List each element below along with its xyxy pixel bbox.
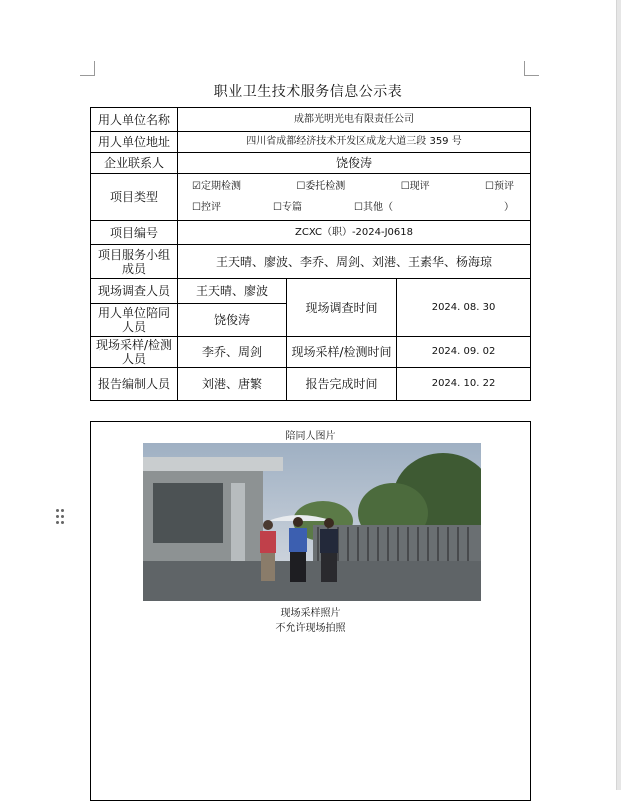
checkbox-commissioned-test[interactable]: ☐委托检测 <box>296 180 346 192</box>
type-options <box>178 174 531 221</box>
escort-label: 用人单位陪同人员 <box>91 304 178 337</box>
checkbox-control-eval[interactable]: ☐控评 <box>192 201 221 213</box>
address-label: 用人单位地址 <box>91 132 178 153</box>
checkbox-pre-eval[interactable]: ☐预评 <box>485 180 514 192</box>
drag-handle-icon[interactable] <box>56 509 66 529</box>
report-time-value: 2024. 10. 22 <box>397 368 531 401</box>
survey-time-value: 2024. 08. 30 <box>397 279 531 337</box>
contact-value: 饶俊涛 <box>178 153 531 174</box>
other-close-paren: ） <box>504 201 515 213</box>
type-label: 项目类型 <box>91 174 178 221</box>
sampling-staff-label: 现场采样/检测人员 <box>91 337 178 368</box>
contact-label: 企业联系人 <box>91 153 178 174</box>
escort-photo-caption: 陪同人图片 <box>285 431 336 442</box>
crop-mark-top-left <box>80 61 95 76</box>
checkbox-periodic-test[interactable]: ☑定期检测 <box>192 180 241 192</box>
report-staff-label: 报告编制人员 <box>91 368 178 401</box>
code-label: 项目编号 <box>91 221 178 245</box>
sampling-staff-value: 李乔、周剑 <box>178 337 287 368</box>
checkbox-status-eval[interactable]: ☐现评 <box>400 180 430 192</box>
checkbox-special-chapter[interactable]: ☐专篇 <box>273 201 302 213</box>
employer-value: 成都光明光电有限责任公司 <box>178 108 531 132</box>
info-table <box>90 107 531 401</box>
checkbox-other[interactable]: ☐其他（ <box>354 201 393 213</box>
team-value: 王天晴、廖波、李乔、周剑、刘港、王素华、杨海琼 <box>178 245 531 279</box>
team-label: 项目服务小组成员 <box>91 245 178 279</box>
employer-label: 用人单位名称 <box>91 108 178 132</box>
no-photo-note: 不允许现场拍照 <box>275 623 346 634</box>
report-time-label: 报告完成时间 <box>287 368 397 401</box>
escort-photo <box>143 443 481 601</box>
survey-staff-label: 现场调查人员 <box>91 279 178 304</box>
sampling-photo-caption: 现场采样照片 <box>280 608 341 619</box>
survey-time-label: 现场调查时间 <box>287 279 397 337</box>
sampling-time-label: 现场采样/检测时间 <box>287 337 397 368</box>
code-value: ZCXC（职）-2024-J0618 <box>178 221 531 245</box>
page-title: 职业卫生技术服务信息公示表 <box>213 84 403 100</box>
report-staff-value: 刘港、唐繁 <box>178 368 287 401</box>
sampling-time-value: 2024. 09. 02 <box>397 337 531 368</box>
escort-value: 饶俊涛 <box>178 304 287 337</box>
address-value: 四川省成都经济技术开发区成龙大道三段 359 号 <box>178 132 531 153</box>
scrollbar[interactable] <box>617 0 621 790</box>
photo-box <box>90 421 531 801</box>
survey-staff-value: 王天晴、廖波 <box>178 279 287 304</box>
crop-mark-top-right <box>524 61 539 76</box>
